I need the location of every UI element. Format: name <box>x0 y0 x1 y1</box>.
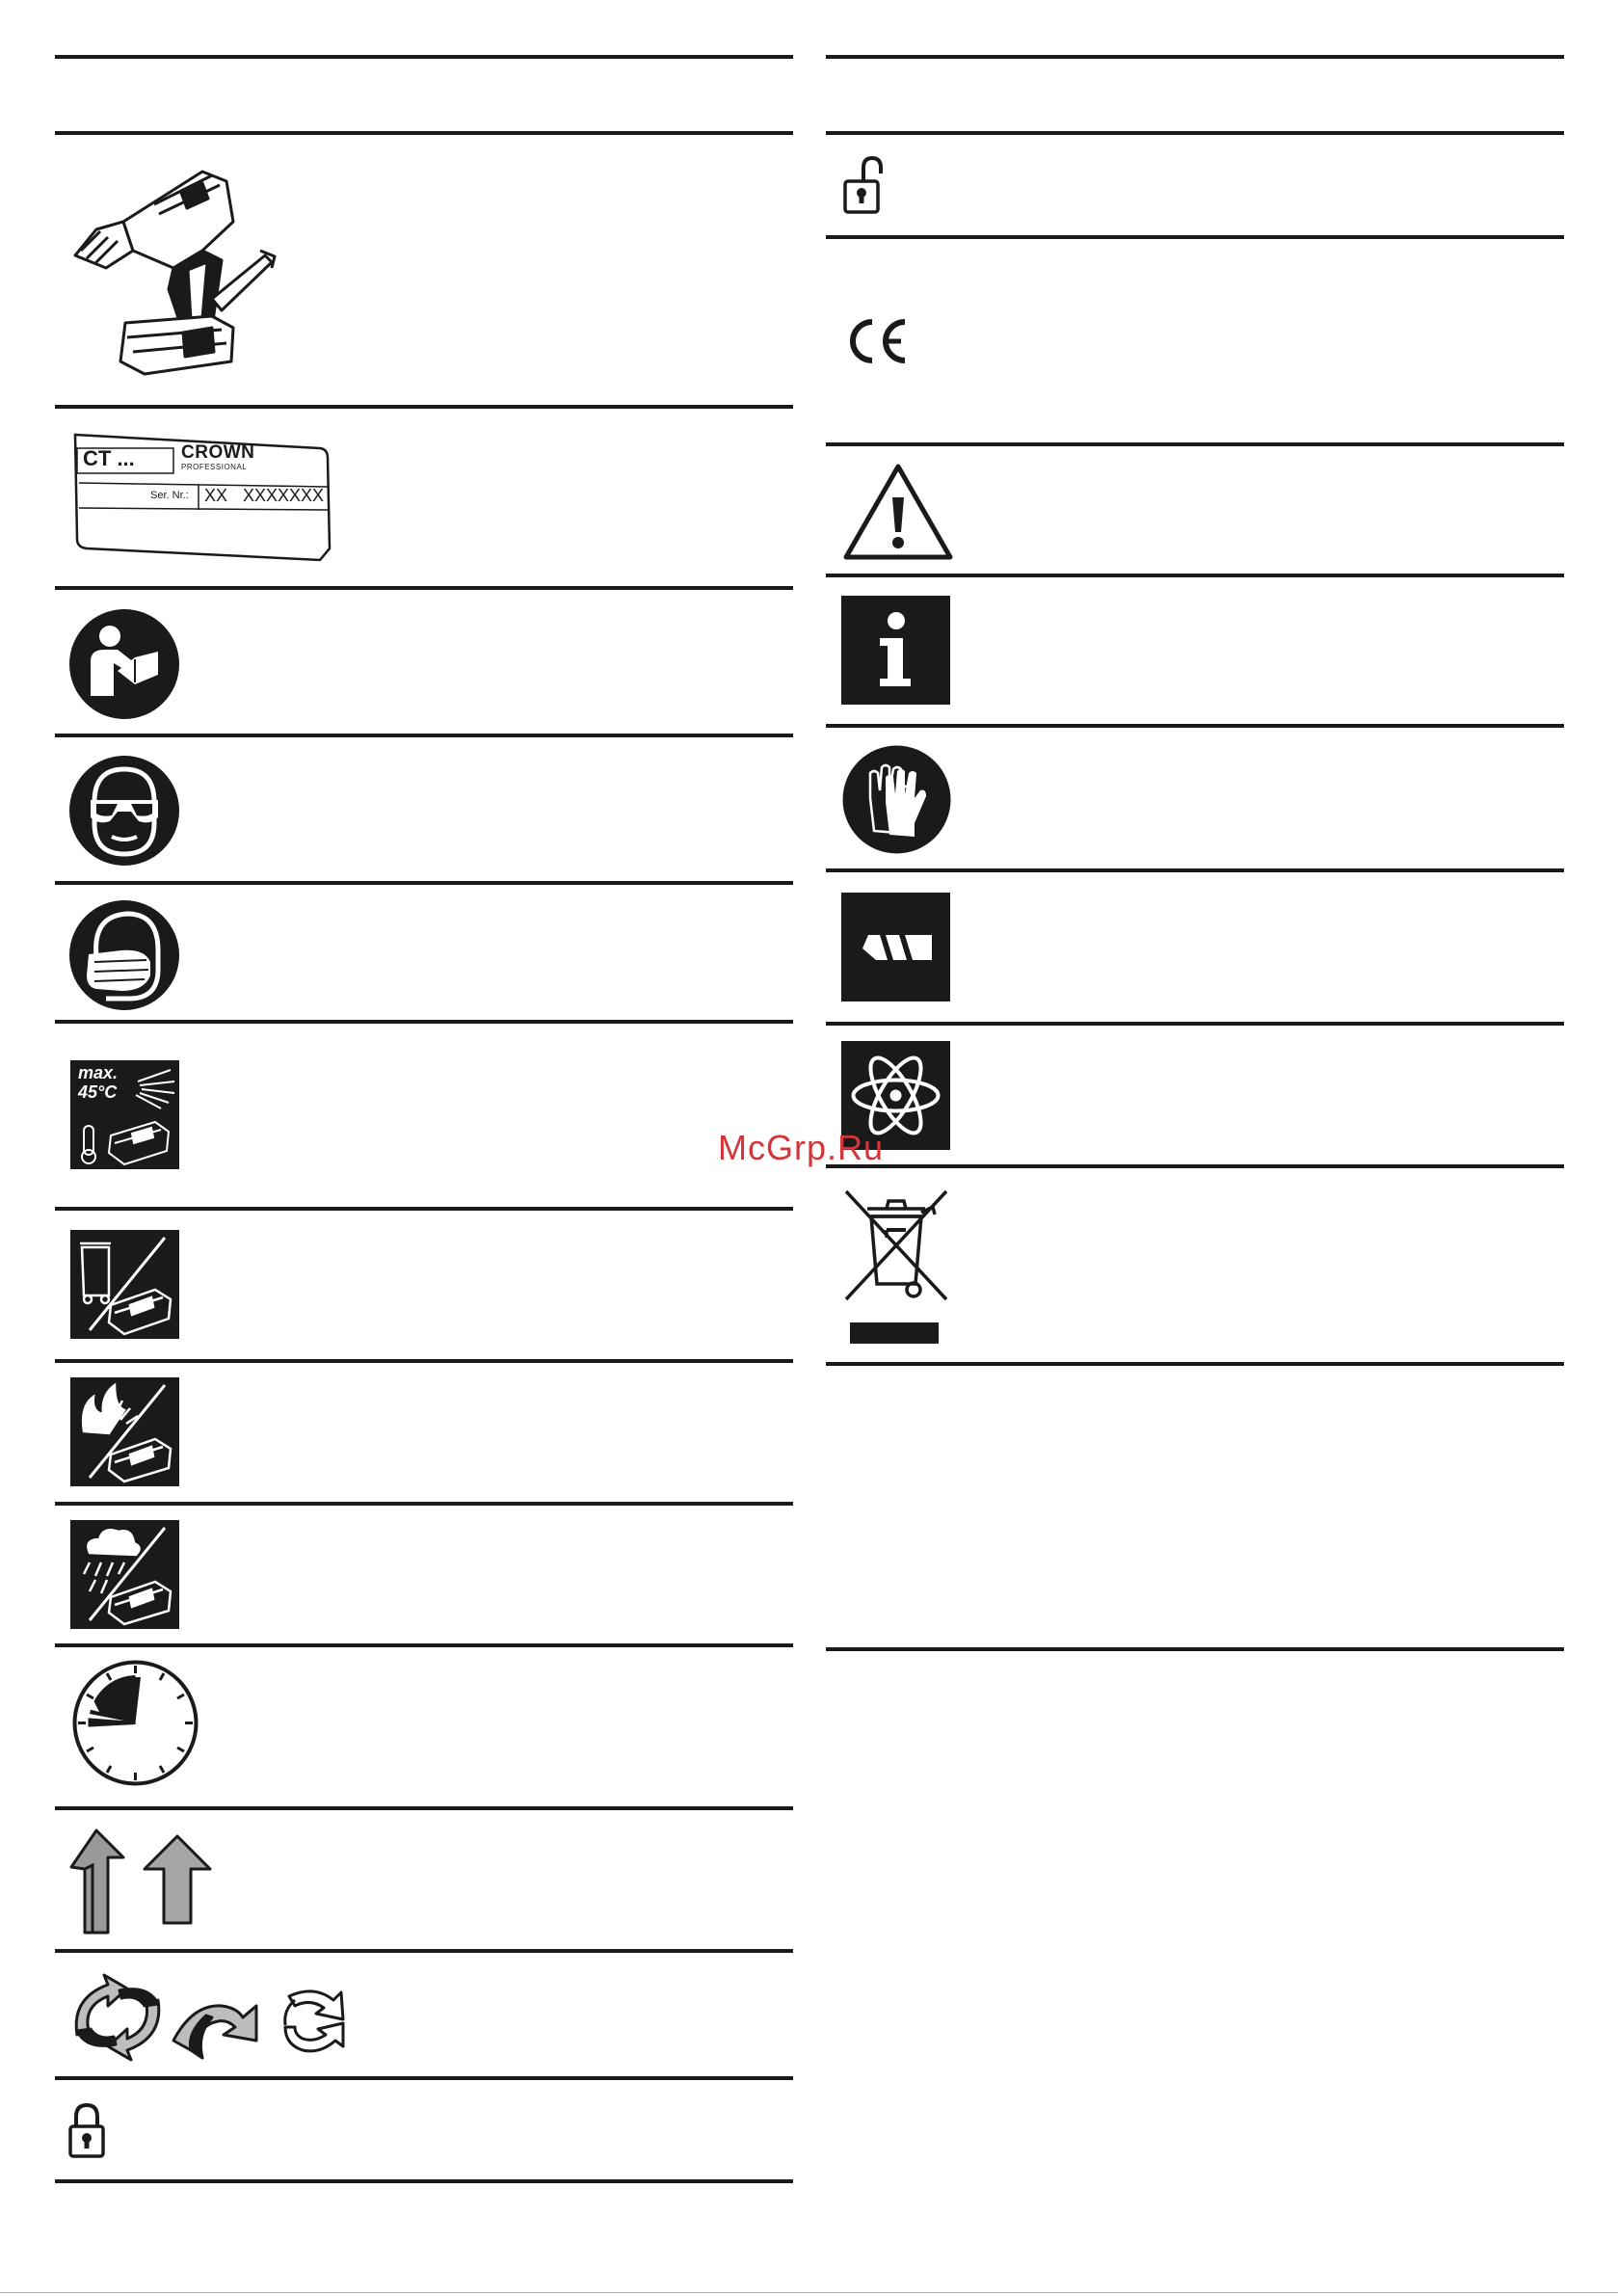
divider-line <box>55 586 793 590</box>
plate-serial-value: XXXXXXX <box>243 486 325 505</box>
divider-line <box>55 405 793 409</box>
divider-line <box>55 2179 793 2183</box>
plate-brand-sub: PROFESSIONAL <box>181 463 248 471</box>
max-temp-line2: 45°C <box>78 1082 118 1102</box>
clock-icon <box>70 1658 200 1788</box>
battery-max-temperature-icon <box>70 1060 179 1169</box>
divider-line <box>55 881 793 885</box>
plate-serial-label: Ser. Nr.: <box>150 490 189 501</box>
watermark: McGrp.Ru <box>718 1128 885 1167</box>
arrows-up-icon <box>67 1827 231 1937</box>
divider-line <box>55 734 793 737</box>
divider-line <box>55 2076 793 2080</box>
battery-no-rain-icon <box>70 1520 179 1629</box>
lock-closed-icon <box>67 2101 106 2159</box>
plate-brand: CROWN <box>181 442 255 463</box>
divider-line <box>55 1806 793 1810</box>
plate-model: CT ... <box>83 446 135 470</box>
battery-no-household-waste-icon <box>70 1230 179 1339</box>
divider-line <box>826 1164 1564 1168</box>
divider-line <box>826 55 1564 59</box>
warning-triangle-icon <box>841 461 955 562</box>
ce-mark-icon <box>843 316 911 366</box>
divider-line <box>55 1502 793 1506</box>
divider-line <box>826 131 1564 135</box>
divider-line <box>55 55 793 59</box>
dust-mask-icon <box>67 898 181 1012</box>
divider-line <box>826 868 1564 872</box>
divider-line <box>826 1647 1564 1651</box>
divider-line <box>55 1020 793 1024</box>
divider-line <box>55 1643 793 1647</box>
divider-line <box>55 1949 793 1953</box>
page-edge-line <box>0 2292 1618 2293</box>
divider-line <box>826 724 1564 728</box>
divider-line <box>55 1359 793 1363</box>
gloves-icon <box>841 744 952 855</box>
divider-line <box>826 1022 1564 1026</box>
read-manual-icon <box>67 607 181 721</box>
divider-line <box>826 442 1564 446</box>
weee-crossed-bin-icon <box>838 1184 954 1348</box>
cordless-drill-illustration <box>67 154 279 381</box>
divider-line <box>826 235 1564 239</box>
safety-goggles-icon <box>67 754 181 868</box>
divider-line <box>826 574 1564 577</box>
rotation-arrows-icon <box>67 1971 366 2063</box>
divider-line <box>55 1207 793 1211</box>
speed-levels-icon <box>841 893 950 1001</box>
max-temp-line1: max. <box>78 1063 119 1082</box>
rating-plate <box>67 429 337 564</box>
divider-line <box>55 131 793 135</box>
lock-open-icon <box>842 154 883 216</box>
plate-serial-prefix: XX <box>204 486 228 505</box>
divider-line <box>826 1362 1564 1366</box>
battery-no-fire-icon <box>70 1377 179 1486</box>
info-icon <box>841 596 950 705</box>
